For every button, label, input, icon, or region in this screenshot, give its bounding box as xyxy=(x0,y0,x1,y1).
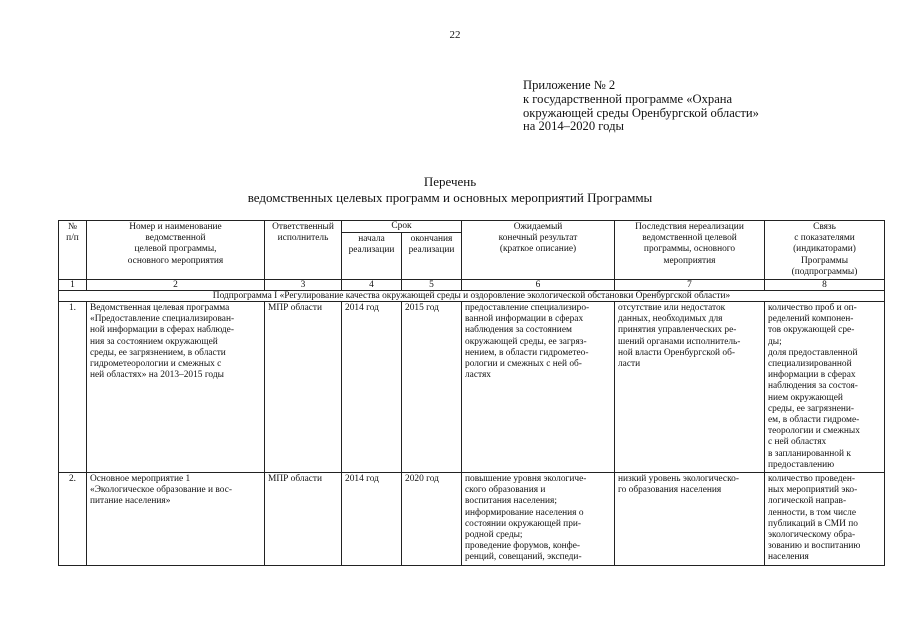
row-consequences: отсутствие или недостаток данных, необходимых для принятия управленческих ре- шений органами исполнитель- ной власти Оренбургской об- ласти xyxy=(615,302,765,473)
header-link: Связь с показателями (индикаторами) Программы (подпрограммы) xyxy=(765,221,885,280)
appendix-line: на 2014–2020 годы xyxy=(523,119,624,134)
header-row xyxy=(59,221,885,233)
column-number: 8 xyxy=(765,280,885,291)
row-link: количество проведен- ных мероприятий эко- логической направ- ленности, в том числе публикаций в СМИ по экологическому обра- зованию и воспитанию населения xyxy=(765,473,885,566)
row-end: 2020 год xyxy=(402,473,462,566)
row-consequences: низкий уровень экологическо- го образования населения xyxy=(615,473,765,566)
row-num: 2. xyxy=(59,473,87,566)
header-consequences: Последствия нереализации ведомственной целевой программы, основного мероприятия xyxy=(615,221,765,280)
subprogram-row xyxy=(59,291,885,302)
row-start: 2014 год xyxy=(342,473,402,566)
title-line: ведомственных целевых программ и основных мероприятий Программы xyxy=(247,190,653,205)
row-num: 1. xyxy=(59,302,87,473)
header-end: окончания реализации xyxy=(402,233,462,280)
column-number: 6 xyxy=(462,280,615,291)
appendix-line: к государственной программе «Охрана xyxy=(523,91,733,106)
row-link: количество проб и оп- ределений компонен- тов окружающей сре- ды; доля предоставленной специализированной информации в сферах наблюдения за состоя- нием окружающей среды, ее загрязнени- ем, в области гидроме- теорологии и смежных с ней областях в запланированной к предоставлению xyxy=(765,302,885,473)
page-number: 22 xyxy=(449,29,461,41)
column-number: 3 xyxy=(265,280,342,291)
row-end: 2015 год xyxy=(402,302,462,473)
appendix-line: Приложение № 2 xyxy=(523,78,616,92)
table-row xyxy=(59,473,885,566)
column-number: 7 xyxy=(615,280,765,291)
appendix-header xyxy=(523,79,759,134)
header-start: начала реализации xyxy=(342,233,402,280)
document-title xyxy=(150,174,750,206)
row-executor: МПР области xyxy=(265,302,342,473)
header-result: Ожидаемый конечный результат (краткое описание) xyxy=(462,221,615,280)
row-start: 2014 год xyxy=(342,302,402,473)
column-number: 1 xyxy=(59,280,87,291)
row-executor: МПР области xyxy=(265,473,342,566)
programs-table xyxy=(58,220,885,566)
row-result: предоставление специализиро- ванной информации в сферах наблюдения за состоянием окружающей среды, ее загряз- нением, в области гидрометео- рологии и смежных с ней об- ластях xyxy=(462,302,615,473)
column-numbers-row xyxy=(59,280,885,291)
column-number: 2 xyxy=(87,280,265,291)
row-name: Ведомственная целевая программа «Предоставление специализирован- ной информации в сферах наблюде- ния за состоянием окружающей среды, ее загрязнением, в области гидрометеорологии и смежных с ней областях» на 2013–2015 годы xyxy=(87,302,265,473)
header-name: Номер и наименование ведомственной целевой программы, основного мероприятия xyxy=(87,221,265,280)
title-line: Перечень xyxy=(423,174,477,189)
header-num: № п/п xyxy=(59,221,87,280)
column-number: 5 xyxy=(402,280,462,291)
header-executor: Ответственный исполнитель xyxy=(265,221,342,280)
row-result: повышение уровня экологиче- ского образования и воспитания населения; информирование населения о состоянии окружающей при- родной среды; проведение форумов, конфе- ренций, совещаний, экспеди- xyxy=(462,473,615,566)
header-term: Срок xyxy=(342,221,462,233)
subprogram-title: Подпрограмма I «Регулирование качества окружающей среды и оздоровление экологической обстановки Оренбургской области» xyxy=(59,291,885,302)
table-row xyxy=(59,302,885,473)
row-name: Основное мероприятие 1 «Экологическое образование и вос- питание населения» xyxy=(87,473,265,566)
column-number: 4 xyxy=(342,280,402,291)
appendix-line: окружающей среды Оренбургской области» xyxy=(523,105,759,120)
